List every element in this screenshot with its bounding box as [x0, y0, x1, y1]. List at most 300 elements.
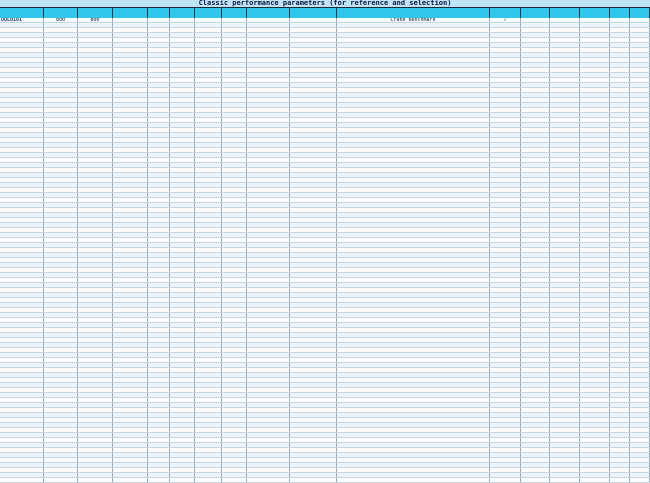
table-cell	[630, 228, 650, 232]
table-cell	[170, 138, 195, 142]
table-cell	[78, 273, 113, 277]
table-cell	[610, 323, 630, 327]
table-cell	[222, 53, 247, 57]
model-cell	[0, 448, 44, 452]
table-cell	[247, 128, 290, 132]
table-cell	[290, 53, 337, 57]
table-cell	[580, 133, 610, 137]
table-cell	[113, 168, 148, 172]
table-cell	[170, 368, 195, 372]
table-cell	[44, 238, 78, 242]
table-cell	[78, 238, 113, 242]
table-cell	[490, 93, 521, 97]
table-cell	[550, 108, 580, 112]
table-cell	[195, 23, 222, 27]
table-cell	[222, 288, 247, 292]
table-cell	[113, 93, 148, 97]
table-cell	[170, 113, 195, 117]
table-cell	[195, 443, 222, 447]
table-cell	[610, 443, 630, 447]
table-cell	[580, 478, 610, 482]
table-cell	[610, 163, 630, 167]
table-cell	[195, 138, 222, 142]
table-cell	[113, 418, 148, 422]
table-cell	[550, 88, 580, 92]
table-cell	[222, 118, 247, 122]
table-cell	[113, 233, 148, 237]
table-cell	[247, 378, 290, 382]
table-cell	[580, 108, 610, 112]
table-cell	[610, 448, 630, 452]
table-cell	[247, 288, 290, 292]
table-cell	[170, 28, 195, 32]
model-cell	[0, 278, 44, 282]
table-cell	[195, 83, 222, 87]
table-cell	[44, 408, 78, 412]
table-cell	[113, 453, 148, 457]
table-cell	[195, 228, 222, 232]
table-cell	[195, 318, 222, 322]
table-cell	[170, 308, 195, 312]
table-cell	[113, 458, 148, 462]
table-cell	[44, 388, 78, 392]
table-cell	[580, 173, 610, 177]
table-cell	[337, 38, 490, 42]
table-cell	[148, 308, 170, 312]
table-cell	[521, 393, 550, 397]
table-cell	[170, 378, 195, 382]
table-cell	[580, 188, 610, 192]
table-cell	[580, 58, 610, 62]
table-cell	[170, 33, 195, 37]
table-cell	[44, 193, 78, 197]
table-cell	[170, 358, 195, 362]
table-cell	[337, 263, 490, 267]
table-cell	[550, 383, 580, 387]
table-cell	[610, 168, 630, 172]
model-cell	[0, 228, 44, 232]
table-cell	[44, 118, 78, 122]
table-cell	[337, 323, 490, 327]
table-cell	[44, 243, 78, 247]
table-cell	[148, 68, 170, 72]
table-cell	[113, 333, 148, 337]
table-cell	[610, 28, 630, 32]
table-cell	[521, 238, 550, 242]
table-cell	[148, 418, 170, 422]
table-cell	[195, 463, 222, 467]
table-cell	[290, 448, 337, 452]
table-cell	[630, 148, 650, 152]
table-cell	[170, 338, 195, 342]
table-cell	[550, 33, 580, 37]
table-cell	[630, 243, 650, 247]
table-cell	[290, 383, 337, 387]
table-cell	[521, 258, 550, 262]
model-cell	[0, 53, 44, 57]
model-cell	[0, 433, 44, 437]
table-cell	[78, 63, 113, 67]
model-cell	[0, 238, 44, 242]
table-cell	[490, 58, 521, 62]
table-cell	[337, 313, 490, 317]
table-cell	[247, 303, 290, 307]
table-cell	[290, 423, 337, 427]
table-cell	[490, 123, 521, 127]
table-cell	[113, 58, 148, 62]
table-cell	[195, 48, 222, 52]
table-cell	[170, 453, 195, 457]
table-cell	[630, 363, 650, 367]
table-cell	[148, 433, 170, 437]
table-cell	[290, 178, 337, 182]
table-cell	[337, 143, 490, 147]
table-cell	[490, 458, 521, 462]
table-cell	[550, 23, 580, 27]
table-cell	[550, 223, 580, 227]
table-cell	[113, 388, 148, 392]
table-cell	[247, 463, 290, 467]
model-cell	[0, 373, 44, 377]
table-cell	[222, 323, 247, 327]
table-cell	[247, 193, 290, 197]
table-cell	[521, 198, 550, 202]
table-cell	[550, 403, 580, 407]
table-cell	[44, 258, 78, 262]
table-cell	[222, 148, 247, 152]
table-cell	[630, 253, 650, 257]
table-cell	[113, 218, 148, 222]
table-cell	[610, 43, 630, 47]
table-cell	[222, 303, 247, 307]
table-cell	[630, 403, 650, 407]
table-cell	[247, 443, 290, 447]
table-cell	[490, 448, 521, 452]
table-cell	[290, 398, 337, 402]
table-cell	[113, 348, 148, 352]
table-cell	[247, 343, 290, 347]
table-cell	[170, 403, 195, 407]
table-cell	[247, 393, 290, 397]
table-cell	[550, 393, 580, 397]
table-cell	[78, 113, 113, 117]
table-cell	[630, 48, 650, 52]
table-cell	[195, 148, 222, 152]
table-cell	[113, 353, 148, 357]
model-cell	[0, 48, 44, 52]
table-cell	[113, 303, 148, 307]
table-cell	[580, 368, 610, 372]
model-cell	[0, 343, 44, 347]
table-cell	[170, 213, 195, 217]
table-cell	[610, 423, 630, 427]
table-cell	[337, 163, 490, 167]
table-cell	[490, 363, 521, 367]
table-cell	[195, 388, 222, 392]
table-cell	[521, 38, 550, 42]
table-cell	[44, 313, 78, 317]
table-cell	[630, 23, 650, 27]
table-cell	[290, 343, 337, 347]
table-cell	[44, 68, 78, 72]
table-cell	[44, 103, 78, 107]
table-cell	[337, 118, 490, 122]
table-cell	[610, 243, 630, 247]
table-cell	[44, 73, 78, 77]
table-cell	[580, 48, 610, 52]
table-cell	[78, 453, 113, 457]
table-cell	[630, 163, 650, 167]
table-cell	[247, 433, 290, 437]
table-cell	[170, 448, 195, 452]
table-cell	[610, 198, 630, 202]
table-cell	[113, 383, 148, 387]
table-cell	[521, 78, 550, 82]
table-cell	[610, 298, 630, 302]
table-cell	[44, 358, 78, 362]
table-cell	[290, 328, 337, 332]
table-cell	[44, 368, 78, 372]
table-cell	[247, 268, 290, 272]
table-cell	[148, 48, 170, 52]
table-cell	[222, 293, 247, 297]
model-cell	[0, 338, 44, 342]
table-cell	[78, 393, 113, 397]
column-header	[170, 8, 195, 18]
table-cell	[195, 73, 222, 77]
table-cell	[44, 458, 78, 462]
table-cell	[78, 443, 113, 447]
table-cell	[148, 248, 170, 252]
table-cell	[550, 193, 580, 197]
model-cell	[0, 188, 44, 192]
table-cell	[148, 343, 170, 347]
table-cell	[337, 128, 490, 132]
table-cell	[610, 143, 630, 147]
table-cell	[44, 463, 78, 467]
table-cell	[195, 428, 222, 432]
table-cell	[170, 123, 195, 127]
table-cell	[195, 408, 222, 412]
table-cell	[113, 148, 148, 152]
column-header	[222, 8, 247, 18]
table-cell	[44, 188, 78, 192]
table-cell	[44, 168, 78, 172]
table-cell	[521, 148, 550, 152]
table-cell	[290, 63, 337, 67]
table-cell	[490, 238, 521, 242]
table-cell	[630, 313, 650, 317]
table-cell	[580, 438, 610, 442]
table-cell	[78, 328, 113, 332]
table-cell	[580, 363, 610, 367]
table-cell	[521, 213, 550, 217]
table-cell	[290, 363, 337, 367]
table-cell	[78, 323, 113, 327]
table-cell	[44, 288, 78, 292]
table-cell	[521, 368, 550, 372]
table-cell	[78, 308, 113, 312]
table-cell	[222, 238, 247, 242]
table-cell	[290, 28, 337, 32]
table-cell	[222, 88, 247, 92]
table-cell	[195, 173, 222, 177]
table-cell	[580, 73, 610, 77]
table-cell	[148, 333, 170, 337]
model-cell	[0, 293, 44, 297]
table-cell	[337, 228, 490, 232]
table-cell	[78, 278, 113, 282]
table-cell	[580, 43, 610, 47]
table-cell	[113, 113, 148, 117]
table-cell	[78, 43, 113, 47]
table-cell	[44, 78, 78, 82]
table-cell	[580, 98, 610, 102]
table-cell	[113, 143, 148, 147]
table-cell	[222, 198, 247, 202]
table-cell	[195, 328, 222, 332]
table-cell	[148, 288, 170, 292]
table-cell	[222, 23, 247, 27]
table-cell	[550, 448, 580, 452]
table-cell	[195, 258, 222, 262]
table-cell	[247, 373, 290, 377]
table-cell	[78, 193, 113, 197]
table-cell	[44, 93, 78, 97]
table-cell	[113, 23, 148, 27]
model-cell	[0, 258, 44, 262]
table-cell	[195, 223, 222, 227]
table-cell	[148, 83, 170, 87]
table-cell	[148, 183, 170, 187]
table-cell	[195, 188, 222, 192]
table-cell	[610, 398, 630, 402]
table-cell	[630, 233, 650, 237]
table-cell	[490, 463, 521, 467]
table-cell	[630, 383, 650, 387]
table-cell	[148, 353, 170, 357]
table-cell	[290, 118, 337, 122]
table-cell	[247, 348, 290, 352]
table-cell	[580, 228, 610, 232]
table-cell	[113, 203, 148, 207]
table-cell	[195, 418, 222, 422]
table-cell	[44, 448, 78, 452]
table-cell	[337, 83, 490, 87]
table-cell	[290, 198, 337, 202]
table-cell	[490, 173, 521, 177]
table-cell	[113, 463, 148, 467]
table-cell	[521, 298, 550, 302]
table-cell	[44, 218, 78, 222]
table-cell	[610, 53, 630, 57]
table-cell	[550, 313, 580, 317]
table-cell	[290, 443, 337, 447]
model-cell	[0, 263, 44, 267]
table-cell	[170, 218, 195, 222]
model-cell	[0, 133, 44, 137]
table-cell	[247, 453, 290, 457]
table-cell	[290, 23, 337, 27]
table-cell	[550, 473, 580, 477]
table-cell	[290, 158, 337, 162]
table-cell	[337, 433, 490, 437]
table-cell	[195, 358, 222, 362]
table-cell	[337, 393, 490, 397]
table-cell	[148, 453, 170, 457]
table-cell	[490, 168, 521, 172]
table-cell	[78, 98, 113, 102]
table-cell	[610, 118, 630, 122]
table-cell	[170, 148, 195, 152]
table-cell	[630, 288, 650, 292]
table-cell	[550, 263, 580, 267]
table-cell	[521, 263, 550, 267]
table-cell	[195, 198, 222, 202]
table-cell	[490, 188, 521, 192]
column-header	[44, 8, 78, 18]
table-cell	[247, 48, 290, 52]
table-cell	[290, 88, 337, 92]
table-cell	[337, 63, 490, 67]
table-cell	[610, 103, 630, 107]
table-cell	[195, 103, 222, 107]
table-cell	[44, 253, 78, 257]
table-cell	[113, 163, 148, 167]
table-cell	[247, 43, 290, 47]
table-cell	[195, 153, 222, 157]
table-cell	[222, 68, 247, 72]
table-cell	[490, 398, 521, 402]
table-cell	[550, 388, 580, 392]
table-cell	[630, 33, 650, 37]
table-cell	[490, 103, 521, 107]
table-cell	[521, 88, 550, 92]
table-cell	[222, 318, 247, 322]
table-cell	[170, 323, 195, 327]
table-cell	[521, 403, 550, 407]
model-cell	[0, 223, 44, 227]
table-cell	[550, 373, 580, 377]
table-cell	[490, 408, 521, 412]
table-cell	[610, 318, 630, 322]
table-cell	[44, 208, 78, 212]
model-cell	[0, 283, 44, 287]
table-cell	[337, 133, 490, 137]
table-cell	[148, 238, 170, 242]
table-cell	[222, 18, 247, 22]
table-cell	[78, 373, 113, 377]
table-cell	[580, 163, 610, 167]
table-cell	[337, 48, 490, 52]
table-cell	[222, 343, 247, 347]
table-cell	[247, 168, 290, 172]
table-cell	[247, 218, 290, 222]
table-cell	[195, 93, 222, 97]
table-cell	[630, 298, 650, 302]
table-cell	[337, 28, 490, 32]
table-cell	[44, 183, 78, 187]
table-cell	[78, 358, 113, 362]
table-cell	[44, 318, 78, 322]
table-cell	[170, 168, 195, 172]
table-cell	[630, 83, 650, 87]
table-cell	[521, 363, 550, 367]
model-cell	[0, 253, 44, 257]
table-cell	[222, 203, 247, 207]
table-cell	[247, 83, 290, 87]
table-cell	[113, 298, 148, 302]
